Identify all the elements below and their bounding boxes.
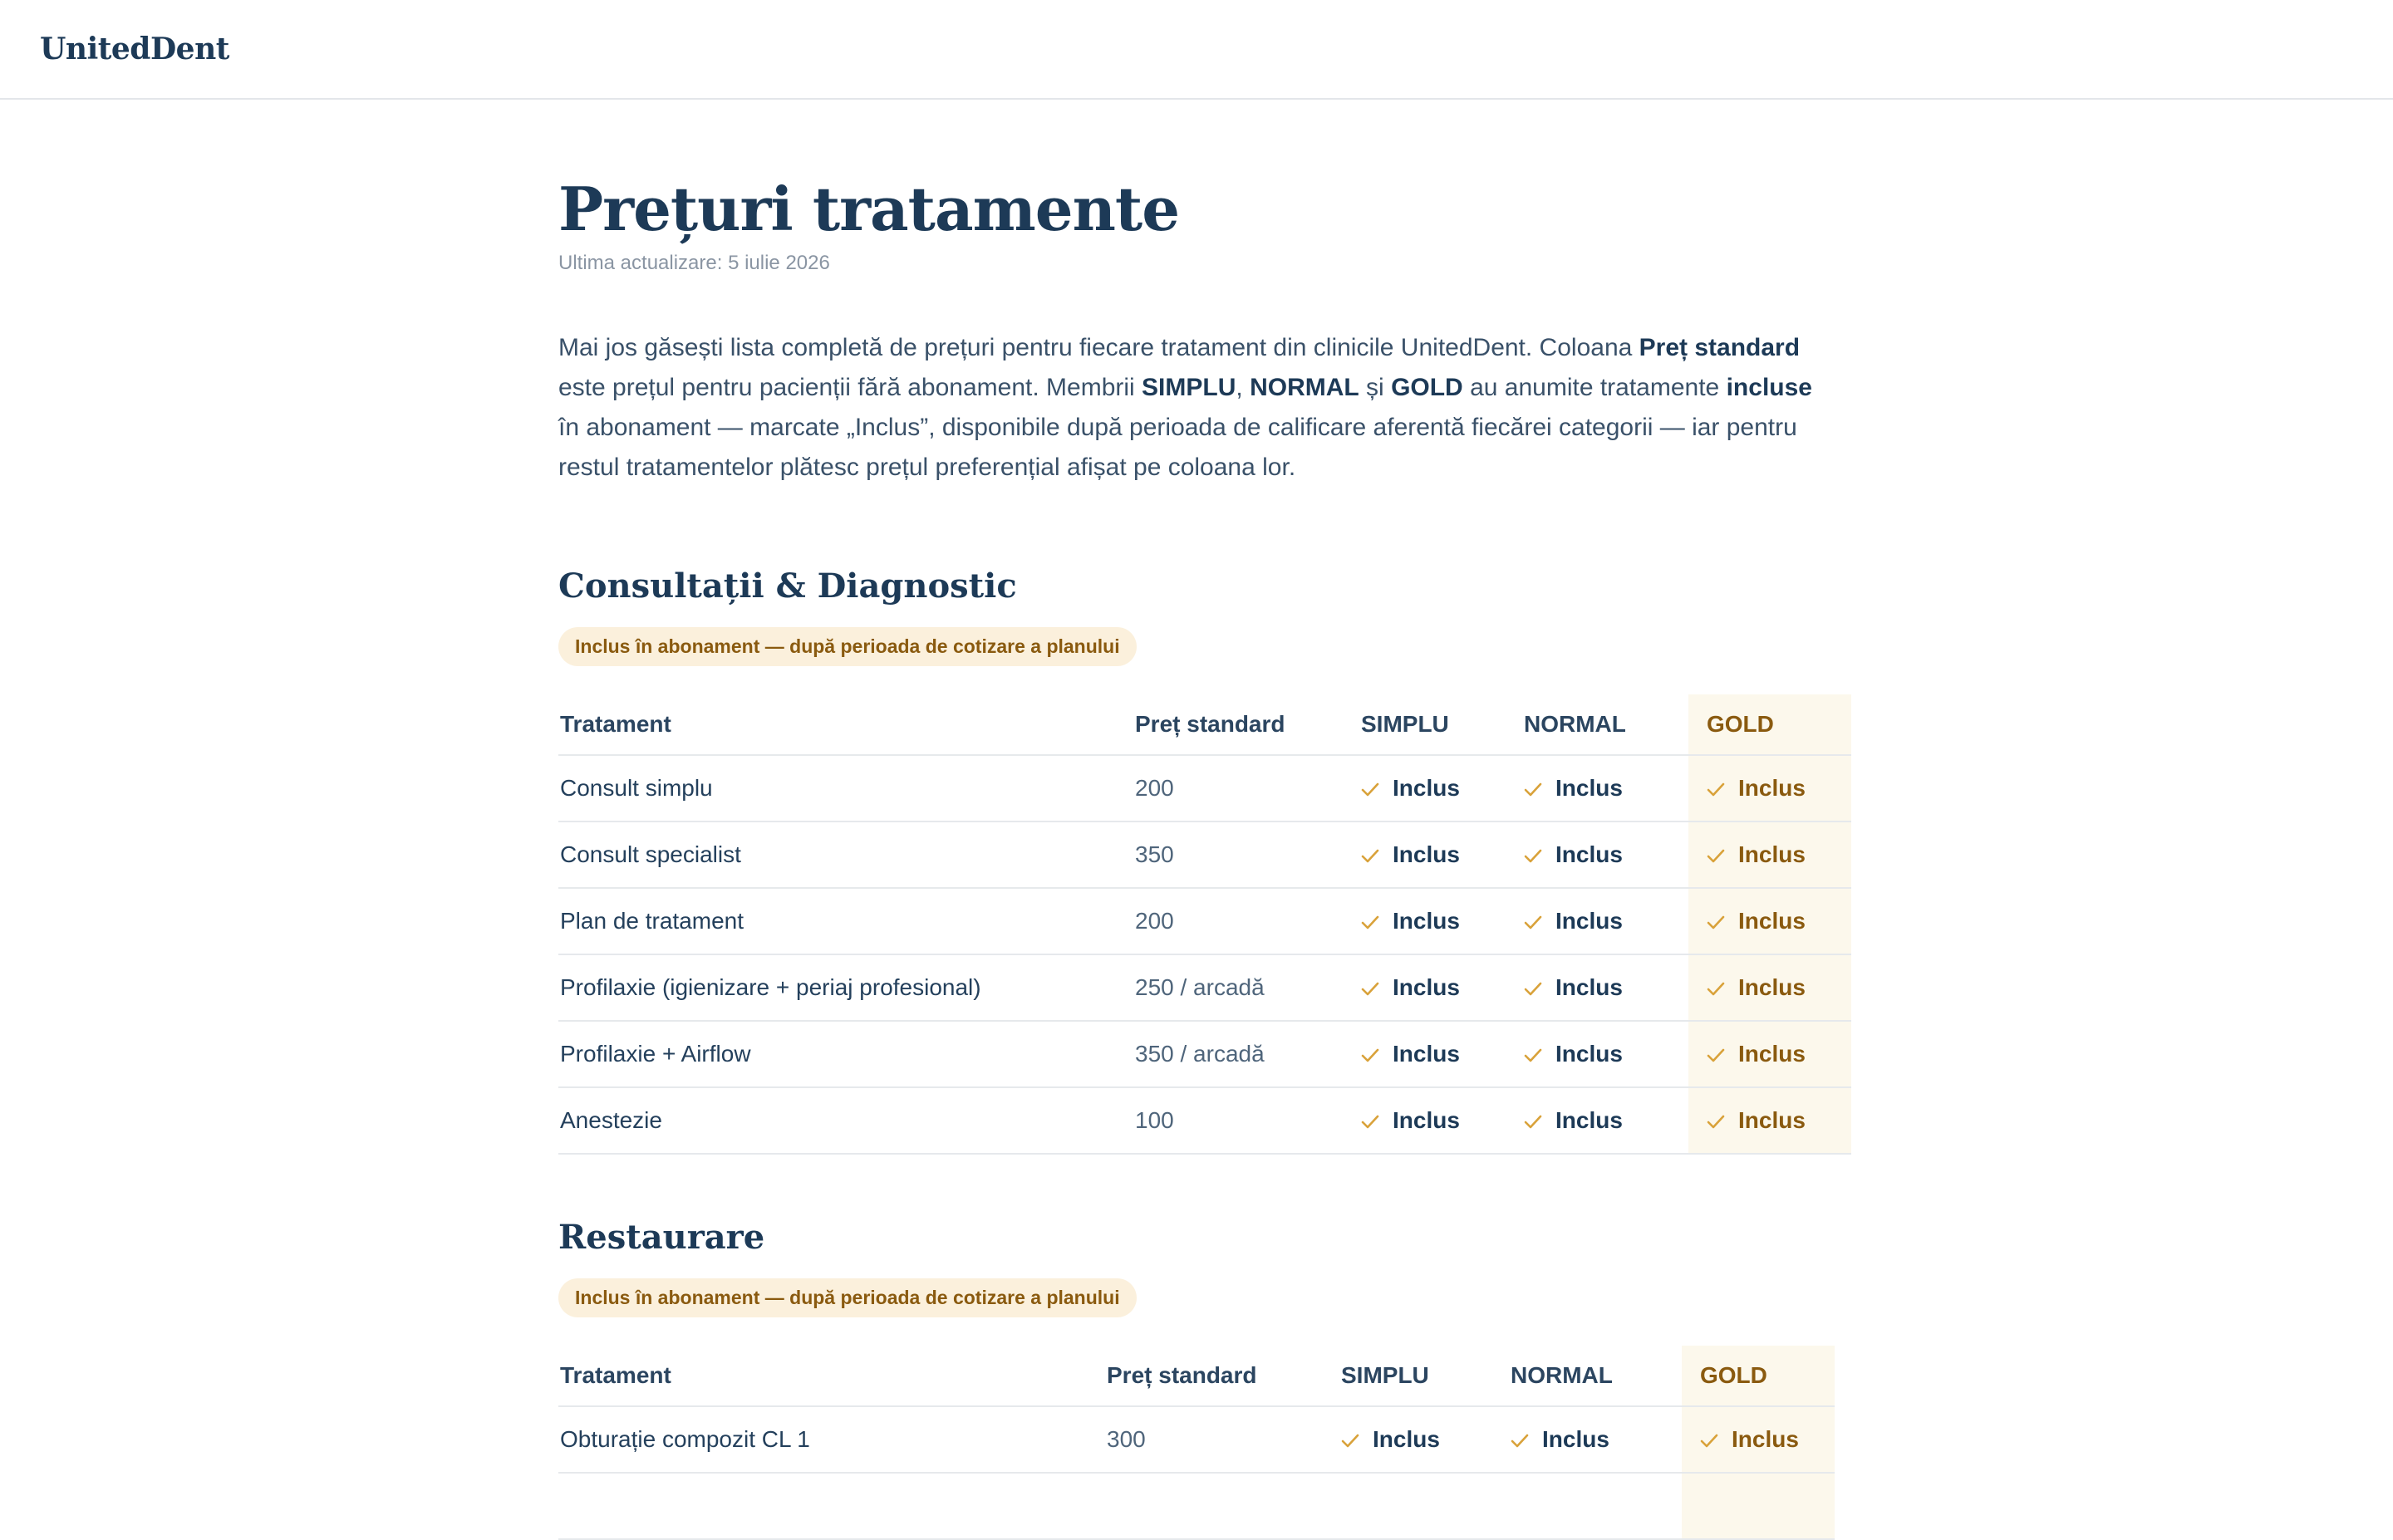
simplu-cell xyxy=(1359,1087,1522,1154)
included-label: Inclus xyxy=(1393,1041,1460,1067)
top-bar xyxy=(0,0,2393,100)
gold-cell xyxy=(1688,1021,1851,1087)
included-label: Inclus xyxy=(1738,908,1806,934)
intro-bold: NORMAL xyxy=(1250,374,1359,402)
normal-cell xyxy=(1522,1021,1688,1087)
treatment-price: 350 xyxy=(1133,821,1359,888)
included-label: Inclus xyxy=(1542,1426,1609,1452)
check-icon xyxy=(1361,775,1393,801)
treatment-name: Consult specialist xyxy=(558,821,1133,888)
table-row xyxy=(558,1406,1835,1473)
normal-cell xyxy=(1522,888,1688,954)
check-icon xyxy=(1700,1426,1732,1452)
header-normal: NORMAL xyxy=(1509,1346,1682,1406)
treatment-name: Anestezie xyxy=(558,1087,1133,1154)
check-icon xyxy=(1361,974,1393,1000)
brand-logo[interactable]: UnitedDent xyxy=(40,32,229,66)
table-row xyxy=(558,821,1851,888)
included-label: Inclus xyxy=(1738,1041,1806,1067)
check-icon xyxy=(1524,1041,1555,1067)
simplu-cell xyxy=(1359,888,1522,954)
treatment-name: Plan de tratament xyxy=(558,888,1133,954)
intro-bold: Preț standard xyxy=(1639,334,1801,362)
gold-cell xyxy=(1688,755,1851,821)
header-simplu: SIMPLU xyxy=(1359,694,1522,755)
included-label: Inclus xyxy=(1738,841,1806,867)
table-row xyxy=(558,1021,1851,1087)
header-price: Preț standard xyxy=(1105,1346,1339,1406)
simplu-cell xyxy=(1339,1473,1509,1539)
included-badge: Inclus în abonament — după perioada de cotizare a planului xyxy=(558,627,1137,666)
included-label: Inclus xyxy=(1555,841,1623,867)
check-icon xyxy=(1511,1426,1542,1452)
check-icon xyxy=(1707,974,1738,1000)
check-icon xyxy=(1707,1107,1738,1133)
treatment-price: 350 / arcadă xyxy=(1133,1021,1359,1087)
check-icon xyxy=(1707,841,1738,867)
table-row xyxy=(558,888,1851,954)
included-label: Inclus xyxy=(1393,1107,1460,1133)
check-icon xyxy=(1707,1041,1738,1067)
header-gold: GOLD xyxy=(1688,694,1851,755)
section-restoration xyxy=(558,1218,1835,1540)
included-label: Inclus xyxy=(1738,974,1806,1000)
normal-cell xyxy=(1522,954,1688,1021)
treatment-price: 300 xyxy=(1105,1406,1339,1473)
intro-text: , xyxy=(1236,374,1251,402)
section-title: Consultații & Diagnostic xyxy=(558,566,1017,606)
included-label: Inclus xyxy=(1738,1107,1806,1133)
check-icon xyxy=(1524,841,1555,867)
included-label: Inclus xyxy=(1555,775,1623,801)
header-price: Preț standard xyxy=(1133,694,1359,755)
check-icon xyxy=(1524,1107,1555,1133)
check-icon xyxy=(1524,908,1555,934)
gold-cell xyxy=(1688,821,1851,888)
included-label: Inclus xyxy=(1732,1426,1799,1452)
gold-cell xyxy=(1688,954,1851,1021)
header-gold: GOLD xyxy=(1682,1346,1835,1406)
check-icon xyxy=(1361,908,1393,934)
check-icon xyxy=(1524,974,1555,1000)
treatment-name: Obturație compozit CL 1 xyxy=(558,1406,1105,1473)
included-label: Inclus xyxy=(1393,974,1460,1000)
normal-cell xyxy=(1522,755,1688,821)
included-label: Inclus xyxy=(1555,974,1623,1000)
treatment-name: Profilaxie + Airflow xyxy=(558,1021,1133,1087)
check-icon xyxy=(1707,908,1738,934)
header-normal: NORMAL xyxy=(1522,694,1688,755)
simplu-cell xyxy=(1359,1021,1522,1087)
intro-text: în abonament — marcate „Inclus”, disponibile după perioada de calificare aferentă fiecărei categorii — iar pentru restul tratamentelor plătesc prețul preferențial afișat pe coloana lor. xyxy=(558,414,1797,482)
gold-cell xyxy=(1682,1473,1835,1539)
treatment-price: 250 / arcadă xyxy=(1133,954,1359,1021)
intro-text: Mai jos găsești lista completă de prețuri pentru fiecare tratament din clinicile UnitedDent. Coloana xyxy=(558,334,1639,362)
gold-cell xyxy=(1682,1406,1835,1473)
page-title: Prețuri tratamente xyxy=(558,174,1179,244)
normal-cell xyxy=(1509,1406,1682,1473)
header-treatment: Tratament xyxy=(558,1346,1105,1406)
intro-bold: GOLD xyxy=(1391,374,1463,402)
price-table xyxy=(558,1346,1835,1540)
treatment-price: 100 xyxy=(1133,1087,1359,1154)
check-icon xyxy=(1524,775,1555,801)
included-badge: Inclus în abonament — după perioada de cotizare a planului xyxy=(558,1278,1137,1317)
table-header-row xyxy=(558,694,1851,755)
treatment-price: 200 xyxy=(1133,755,1359,821)
intro-bold: SIMPLU xyxy=(1142,374,1236,402)
simplu-cell xyxy=(1359,954,1522,1021)
check-icon xyxy=(1707,775,1738,801)
included-label: Inclus xyxy=(1373,1426,1440,1452)
main-content xyxy=(558,100,1835,1452)
check-icon xyxy=(1341,1426,1373,1452)
gold-cell xyxy=(1688,1087,1851,1154)
check-icon xyxy=(1361,841,1393,867)
price-table xyxy=(558,694,1851,1155)
check-icon xyxy=(1361,1107,1393,1133)
section-title: Restaurare xyxy=(558,1218,765,1257)
table-row xyxy=(558,755,1851,821)
table-row xyxy=(558,1473,1835,1539)
treatment-price xyxy=(1105,1473,1339,1539)
included-label: Inclus xyxy=(1393,908,1460,934)
table-header-row xyxy=(558,1346,1835,1406)
simplu-cell xyxy=(1339,1406,1509,1473)
treatment-name xyxy=(558,1473,1105,1539)
gold-cell xyxy=(1688,888,1851,954)
treatment-name: Consult simplu xyxy=(558,755,1133,821)
included-label: Inclus xyxy=(1555,908,1623,934)
table-row xyxy=(558,1087,1851,1154)
treatment-price: 200 xyxy=(1133,888,1359,954)
normal-cell xyxy=(1509,1473,1682,1539)
header-treatment: Tratament xyxy=(558,694,1133,755)
intro-text: este prețul pentru pacienții fără abonament. Membrii xyxy=(558,374,1142,402)
last-updated: Ultima actualizare: 5 iulie 2026 xyxy=(558,252,830,275)
included-label: Inclus xyxy=(1393,841,1460,867)
header-simplu: SIMPLU xyxy=(1339,1346,1509,1406)
simplu-cell xyxy=(1359,821,1522,888)
section-consultations xyxy=(558,566,1835,1155)
normal-cell xyxy=(1522,821,1688,888)
included-label: Inclus xyxy=(1555,1107,1623,1133)
table-row xyxy=(558,954,1851,1021)
intro-bold: incluse xyxy=(1726,374,1812,402)
included-label: Inclus xyxy=(1555,1041,1623,1067)
included-label: Inclus xyxy=(1738,775,1806,801)
intro-text: și xyxy=(1359,374,1392,402)
intro-paragraph xyxy=(558,328,1835,488)
included-label: Inclus xyxy=(1393,775,1460,801)
normal-cell xyxy=(1522,1087,1688,1154)
simplu-cell xyxy=(1359,755,1522,821)
check-icon xyxy=(1361,1041,1393,1067)
intro-text: au anumite tratamente xyxy=(1462,374,1727,402)
treatment-name: Profilaxie (igienizare + periaj profesional) xyxy=(558,954,1133,1021)
